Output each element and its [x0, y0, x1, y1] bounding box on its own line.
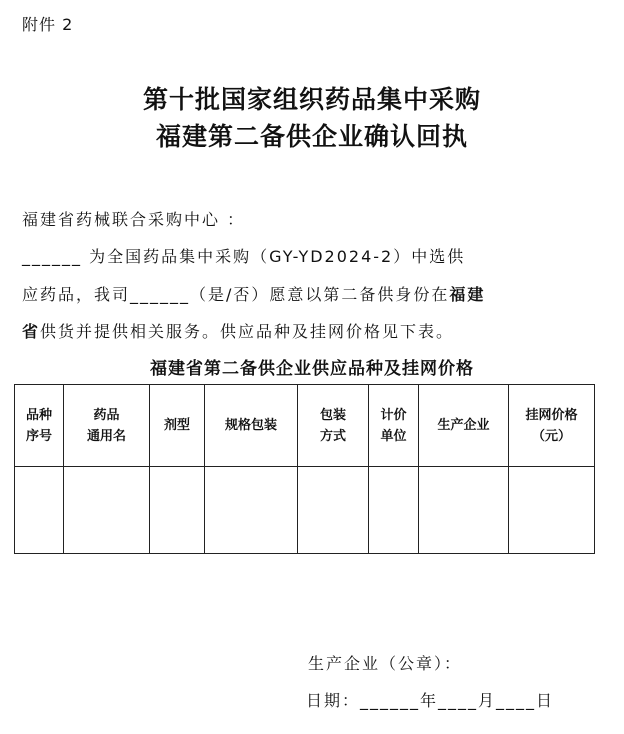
body-line-3-bold: 省: [22, 322, 41, 341]
header-dosage-form: 剂型: [150, 385, 205, 467]
body-line-2: [22, 282, 485, 305]
cell-pricing-unit[interactable]: [369, 467, 419, 554]
cell-specification[interactable]: [205, 467, 298, 554]
drug-name-blank: ______: [22, 247, 82, 266]
cell-packaging[interactable]: [298, 467, 369, 554]
date-line: 日期：______年____月____日: [306, 691, 555, 710]
body-line-1-text: 为全国药品集中采购（GY-YD2024-2）中选供: [89, 247, 466, 266]
body-line-2-bold: 福建: [449, 285, 486, 304]
attachment-label: 附件 2: [22, 15, 74, 34]
cell-dosage-form[interactable]: [150, 467, 205, 554]
header-packaging: 包装 方式: [298, 385, 369, 467]
header-item-number: 品种 序号: [15, 385, 64, 467]
cell-generic-name[interactable]: [64, 467, 150, 554]
body-line-1: [22, 244, 465, 267]
cell-listed-price[interactable]: [509, 467, 595, 554]
addressee: 福建省药械联合采购中心 ：: [22, 210, 246, 229]
company-seal-label: 生产企业（公章）：: [308, 654, 463, 673]
header-listed-price: 挂网价格 （元）: [509, 385, 595, 467]
header-specification: 规格包装: [205, 385, 298, 467]
header-pricing-unit: 计价 单位: [369, 385, 419, 467]
table-row: [15, 467, 595, 554]
cell-manufacturer[interactable]: [419, 467, 509, 554]
body-line-3: [22, 319, 454, 342]
header-generic-name: 药品 通用名: [64, 385, 150, 467]
header-manufacturer: 生产企业: [419, 385, 509, 467]
table-header-row: [15, 385, 595, 467]
supply-table: [14, 384, 595, 554]
body-line-2-text: 应药品，我司______（是/否）愿意以第二备供身份在: [22, 285, 450, 304]
cell-item-number[interactable]: [15, 467, 64, 554]
table-title: 福建省第二备供企业供应品种及挂网价格: [150, 359, 474, 379]
document-title-line2: 福建第二备供企业确认回执: [155, 122, 468, 151]
body-line-3-text: 供货并提供相关服务。供应品种及挂网价格见下表。: [40, 322, 455, 341]
document-title-line1: 第十批国家组织药品集中采购: [142, 85, 481, 114]
